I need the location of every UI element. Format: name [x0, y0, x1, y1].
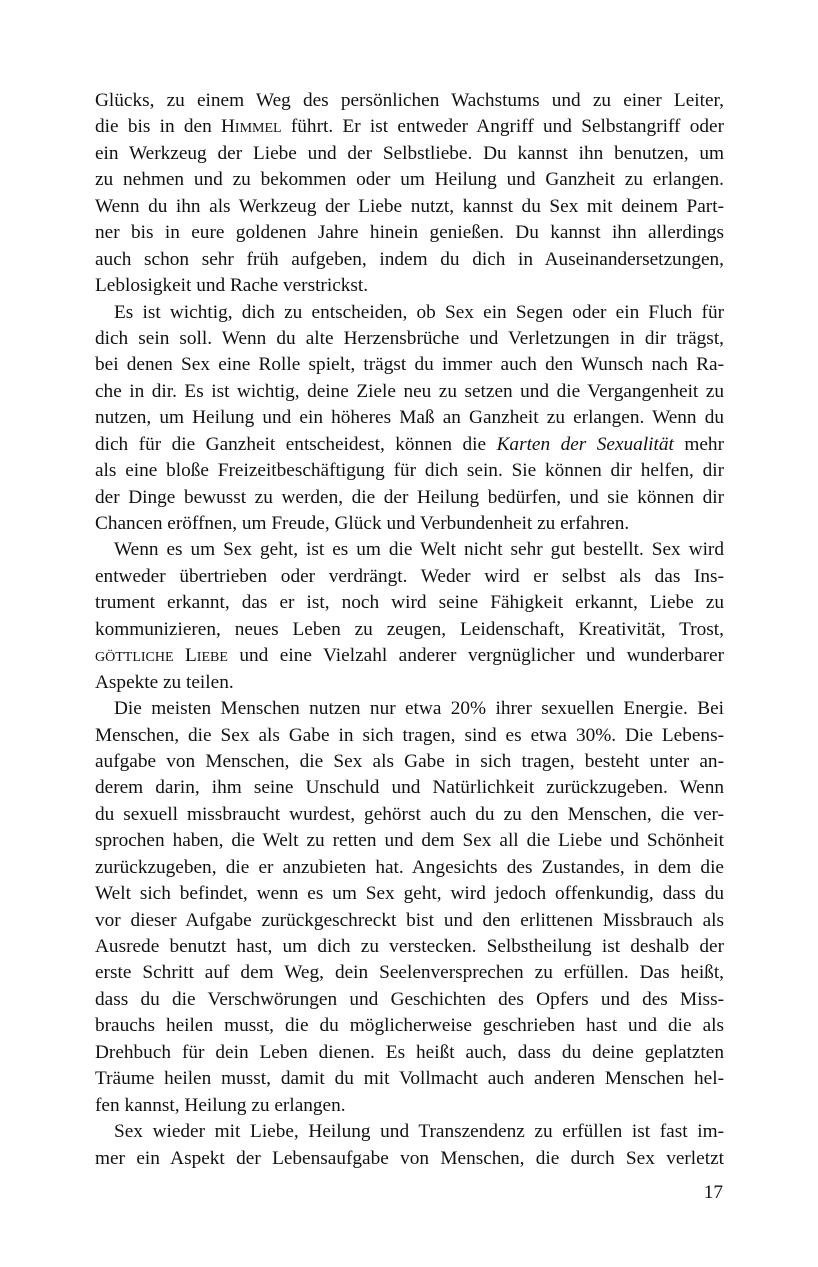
- text-line: Glücks, zu einem Weg des persönlichen Wachstums und zu einer Leiter,: [95, 90, 724, 111]
- text-line: derem darin, ihm seine Unschuld und Natürlichkeit zurückzugeben. Wenn: [95, 777, 724, 799]
- text-line: nutzen, um Heilung und ein höheres Maß an Ganzheit zu erlangen. Wenn du: [95, 407, 724, 429]
- text-line: brauchs heilen musst, die du möglicherweise geschrieben hast und die als: [95, 1015, 724, 1037]
- paragraph-2: [95, 300, 724, 538]
- text-line: vor dieser Aufgabe zurückgeschreckt bist und den erlittenen Missbrauch als: [95, 909, 724, 931]
- text-line: ner bis in eure goldenen Jahre hinein genießen. Du kannst ihn allerdings: [95, 222, 724, 244]
- text-line: Leblosigkeit und Rache verstrickst.: [95, 275, 369, 297]
- text-line: du sexuell missbraucht wurdest, gehörst auch du zu den Menschen, die ver-: [95, 803, 724, 825]
- text-line: Wenn es um Sex geht, ist es um die Welt nicht sehr gut bestellt. Sex wird: [114, 539, 724, 561]
- text-line: bei denen Sex eine Rolle spielt, trägst du immer auch den Wunsch nach Ra-: [95, 354, 724, 376]
- text-line: dass du die Verschwörungen und Geschichten des Opfers und des Miss-: [95, 988, 724, 1010]
- text-line: als eine bloße Freizeitbeschäftigung für dich sein. Sie können dir helfen, dir: [95, 460, 724, 482]
- text-line: Aspekte zu teilen.: [95, 671, 234, 693]
- paragraph-5: [95, 1119, 724, 1172]
- text-line: Wenn du ihn als Werkzeug der Liebe nutzt, kannst du Sex mit deinem Part-: [95, 195, 724, 217]
- text-line: Welt sich befindet, wenn es um Sex geht, wird jedoch offenkundig, dass du: [95, 883, 724, 905]
- small-caps-text: göttliche Liebe: [95, 645, 228, 667]
- text-line: Sex wieder mit Liebe, Heilung und Transzendenz zu erfüllen ist fast im-: [114, 1121, 724, 1143]
- paragraph-4: [95, 696, 724, 1119]
- text-line: dich sein soll. Wenn du alte Herzensbrüche und Verletzungen in dir trägst,: [95, 327, 724, 349]
- text-line: ein Werkzeug der Liebe und der Selbstliebe. Du kannst ihn benutzen, um: [95, 142, 724, 164]
- body-text: [95, 88, 724, 1172]
- text-line: Chancen eröffnen, um Freude, Glück und Verbundenheit zu erfahren.: [95, 513, 630, 534]
- text-line: göttliche Liebe und eine Vielzahl anderer vergnüglicher und wunderbarer: [95, 645, 724, 667]
- text-line: Es ist wichtig, dich zu entscheiden, ob Sex ein Segen oder ein Fluch für: [114, 301, 724, 323]
- text-line: der Dinge bewusst zu werden, die der Heilung bedürfen, und sie können dir: [95, 486, 724, 508]
- text-line: aufgabe von Menschen, die Sex als Gabe in sich tragen, besteht unter an-: [95, 750, 724, 772]
- italic-title: Karten der Sexualität: [496, 433, 674, 455]
- text-line: mer ein Aspekt der Lebensaufgabe von Menschen, die durch Sex verletzt: [95, 1147, 724, 1169]
- text-line: erste Schritt auf dem Weg, dein Seelenversprechen zu erfüllen. Das heißt,: [95, 962, 724, 984]
- text-line: trument erkannt, das er ist, noch wird seine Fähigkeit erkannt, Liebe zu: [95, 592, 724, 614]
- text-line: che in dir. Es ist wichtig, deine Ziele neu zu setzen und die Vergangenheit zu: [95, 380, 724, 402]
- text-line: dich für die Ganzheit entscheidest, können die Karten der Sexualität mehr: [95, 433, 724, 455]
- paragraph-3: [95, 537, 724, 696]
- text-line: Drehbuch für dein Leben dienen. Es heißt auch, dass du deine geplatzten: [95, 1041, 724, 1063]
- text-line: Ausrede benutzt hast, um dich zu verstecken. Selbstheilung ist deshalb der: [95, 936, 724, 957]
- text-line: sprochen haben, die Welt zu retten und dem Sex all die Liebe und Schönheit: [95, 830, 724, 852]
- text-line: Träume heilen musst, damit du mit Vollmacht auch anderen Menschen hel-: [95, 1068, 724, 1090]
- text-line: Menschen, die Sex als Gabe in sich tragen, sind es etwa 30%. Die Lebens-: [95, 724, 724, 746]
- text-line: auch schon sehr früh aufgeben, indem du dich in Auseinandersetzungen,: [95, 248, 724, 270]
- text-line: zurückzugeben, die er anzubieten hat. Angesichts des Zustandes, in dem die: [95, 856, 724, 878]
- text-line: Die meisten Menschen nutzen nur etwa 20% ihrer sexuellen Energie. Bei: [114, 698, 724, 720]
- text-line: zu nehmen und zu bekommen oder um Heilung und Ganzheit zu erlangen.: [95, 169, 724, 191]
- text-line: kommunizieren, neues Leben zu zeugen, Leidenschaft, Kreativität, Trost,: [95, 618, 724, 640]
- text-line: entweder übertrieben oder verdrängt. Weder wird er selbst als das Ins-: [95, 565, 724, 587]
- text-line: fen kannst, Heilung zu erlangen.: [95, 1094, 346, 1116]
- paragraph-1: [95, 88, 724, 300]
- small-caps-text: Himmel: [221, 116, 282, 138]
- text-line: die bis in den Himmel führt. Er ist entweder Angriff und Selbstangriff oder: [95, 116, 724, 138]
- page-number: 17: [703, 1182, 723, 1203]
